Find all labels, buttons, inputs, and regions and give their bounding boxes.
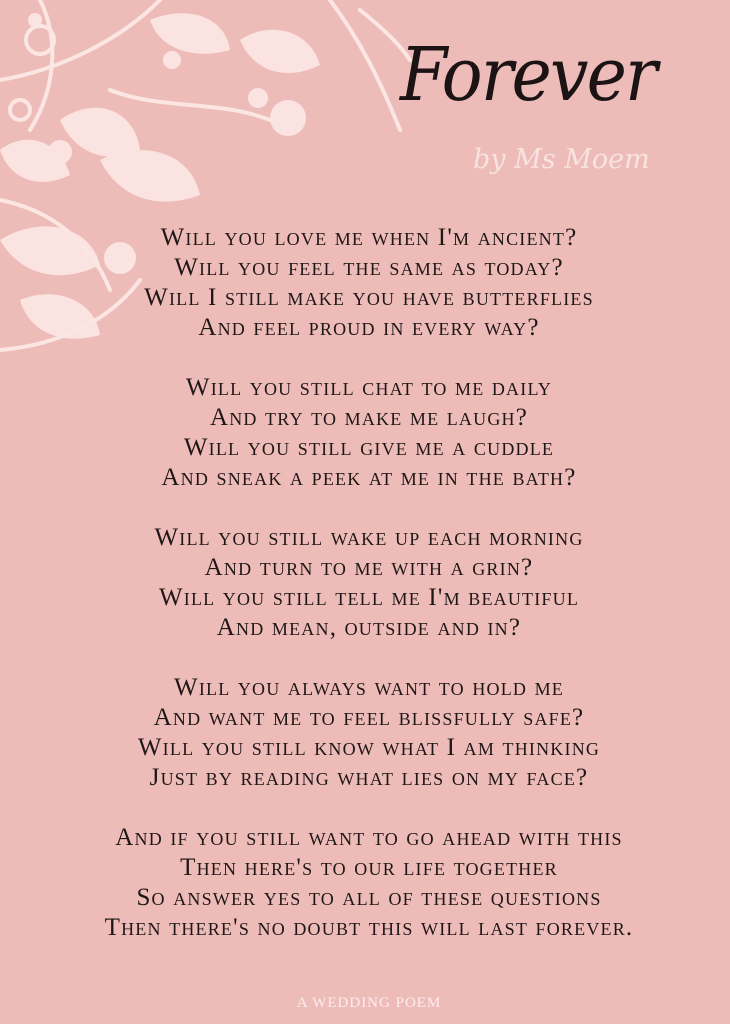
poem-line: And want me to feel blissfully safe?: [153, 704, 585, 731]
poem-line: So answer yes to all of these questions: [136, 884, 602, 911]
poem-line: Will you still chat to me daily: [185, 374, 553, 401]
poem-line: And turn to me with a grin?: [204, 554, 534, 581]
poem-line: Will you always want to hold me: [174, 674, 564, 701]
poem-line: And mean, outside and in?: [216, 614, 522, 641]
poem-byline: by Ms Moem: [473, 144, 650, 175]
poem-line: And try to make me laugh?: [209, 404, 529, 431]
stanza: [0, 823, 730, 943]
poem-line: Will you still wake up each morning: [154, 524, 584, 551]
stanza: [0, 223, 730, 343]
stanza: [0, 373, 730, 493]
poem-line: Will you still give me a cuddle: [183, 434, 555, 461]
stanza: [0, 673, 730, 793]
poem-footer: A WEDDING POEM: [296, 995, 442, 1011]
stanza: [0, 523, 730, 643]
poem-line: Then there's no doubt this will last forever.: [104, 914, 634, 941]
poem-line: Just by reading what lies on my face?: [149, 764, 589, 791]
poem-body: [0, 223, 730, 973]
poem-line: Will you feel the same as today?: [174, 254, 564, 281]
poem-line: Will you love me when I'm ancient?: [160, 224, 578, 251]
poem-line: Will you still tell me I'm beautiful: [158, 584, 580, 611]
poem-line: Will you still know what I am thinking: [137, 734, 601, 761]
poem-line: And feel proud in every way?: [198, 314, 540, 341]
poem-line: Then here's to our life together: [180, 854, 558, 881]
poem-title: Forever: [400, 32, 656, 118]
poem-line: And sneak a peek at me in the bath?: [161, 464, 577, 491]
poem-line: Will I still make you have butterflies: [144, 284, 594, 311]
poem-line: And if you still want to go ahead with this: [115, 824, 623, 851]
